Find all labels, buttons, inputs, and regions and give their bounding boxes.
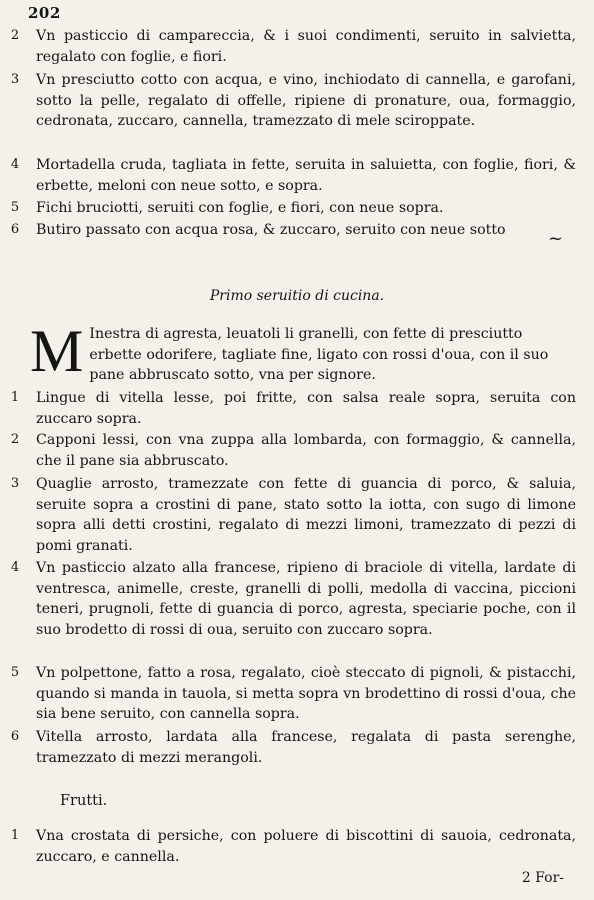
drop-cap: M <box>30 318 84 384</box>
frutti-heading: Frutti. <box>60 793 108 809</box>
list-item <box>10 26 576 67</box>
page-number: 202 <box>28 4 61 22</box>
list-item <box>10 198 576 219</box>
list-item <box>10 474 576 556</box>
item-number: 4 <box>10 560 20 575</box>
item-number: 1 <box>10 390 20 405</box>
list-item <box>10 826 576 867</box>
item-text: Butiro passato con acqua rosa, & zuccaro, seruito con neue sotto <box>36 222 506 238</box>
item-number: 3 <box>10 72 20 87</box>
list-item <box>10 155 576 196</box>
item-text: Quaglie arrosto, tramezzate con fette di guancia di porco, & saluia, seruite sopra a crostini di pane, stato sotto la iotta, con sugo di limone sopra alli detti crostini, regalato di mezzi limoni, tramezzato di pezzi di pomi granati. <box>36 476 576 554</box>
intro-text: Inestra di agresta, leuatoli li granelli, con fette di presciutto erbette odorifere, tagliate fine, ligato con rossi d'oua, con il suo pane abbruscato sotto, vna per signore. <box>89 326 549 384</box>
list-item <box>10 220 576 241</box>
item-text: Vn presciutto cotto con acqua, e vino, inchiodato di cannella, e garofani, sotto la pelle, regalato di offelle, ripiene di pronature, oua, formaggio, cedronata, zuccaro, cannella, tramezzato di mele sciroppate. <box>36 72 576 130</box>
flourish-ornament: ~ <box>548 228 564 249</box>
item-text: Vna crostata di persiche, con poluere di biscottini di sauoia, cedronata, zuccaro, e cannella. <box>36 828 576 865</box>
item-text: Vitella arrosto, lardata alla francese, regalata di pasta serenghe, tramezzato di mezzi merangoli. <box>36 729 576 766</box>
intro-paragraph <box>30 318 576 386</box>
item-text: Vn pasticcio di campareccia, & i suoi condimenti, seruito in salvietta, regalato con foglie, e fiori. <box>36 28 576 65</box>
list-item <box>10 70 576 132</box>
item-number: 4 <box>10 157 20 172</box>
item-number: 3 <box>10 476 20 491</box>
section-heading: Primo seruitio di cucina. <box>209 288 385 304</box>
item-number: 5 <box>10 665 20 680</box>
list-item <box>10 663 576 725</box>
item-text: Lingue di vitella lesse, poi fritte, con salsa reale sopra, seruita con zuccaro sopra. <box>36 390 576 427</box>
item-number: 2 <box>10 28 20 43</box>
item-number: 6 <box>10 729 20 744</box>
list-item <box>10 430 576 471</box>
list-item <box>10 388 576 429</box>
item-number: 2 <box>10 432 20 447</box>
item-text: Vn pasticcio alzato alla francese, ripieno di braciole di vitella, lardate di ventresca, animelle, creste, granelli di polli, medolla di vaccina, piccioni teneri, prugnoli, fette di guancia di porco, agresta, speciarie poche, con il suo brodetto di rossi di oua, seruito con zuccaro sopra. <box>36 560 576 638</box>
catchword: 2 For- <box>521 870 564 886</box>
list-item <box>10 727 576 768</box>
item-number: 6 <box>10 222 20 237</box>
list-item <box>10 558 576 640</box>
item-text: Mortadella cruda, tagliata in fette, seruita in saluietta, con foglie, fiori, & erbette, meloni con neue sotto, e sopra. <box>36 157 576 194</box>
item-text: Capponi lessi, con vna zuppa alla lombarda, con formaggio, & cannella, che il pane sia abbruscato. <box>36 432 576 469</box>
item-number: 5 <box>10 200 20 215</box>
item-text: Vn polpettone, fatto a rosa, regalato, cioè steccato di pignoli, & pistacchi, quando si manda in tauola, si metta sopra vn brodettino di rossi d'oua, che sia bene seruito, con cannella sopra. <box>36 665 576 723</box>
item-text: Fichi bruciotti, seruiti con foglie, e fiori, con neue sopra. <box>36 200 444 216</box>
item-number: 1 <box>10 828 20 843</box>
